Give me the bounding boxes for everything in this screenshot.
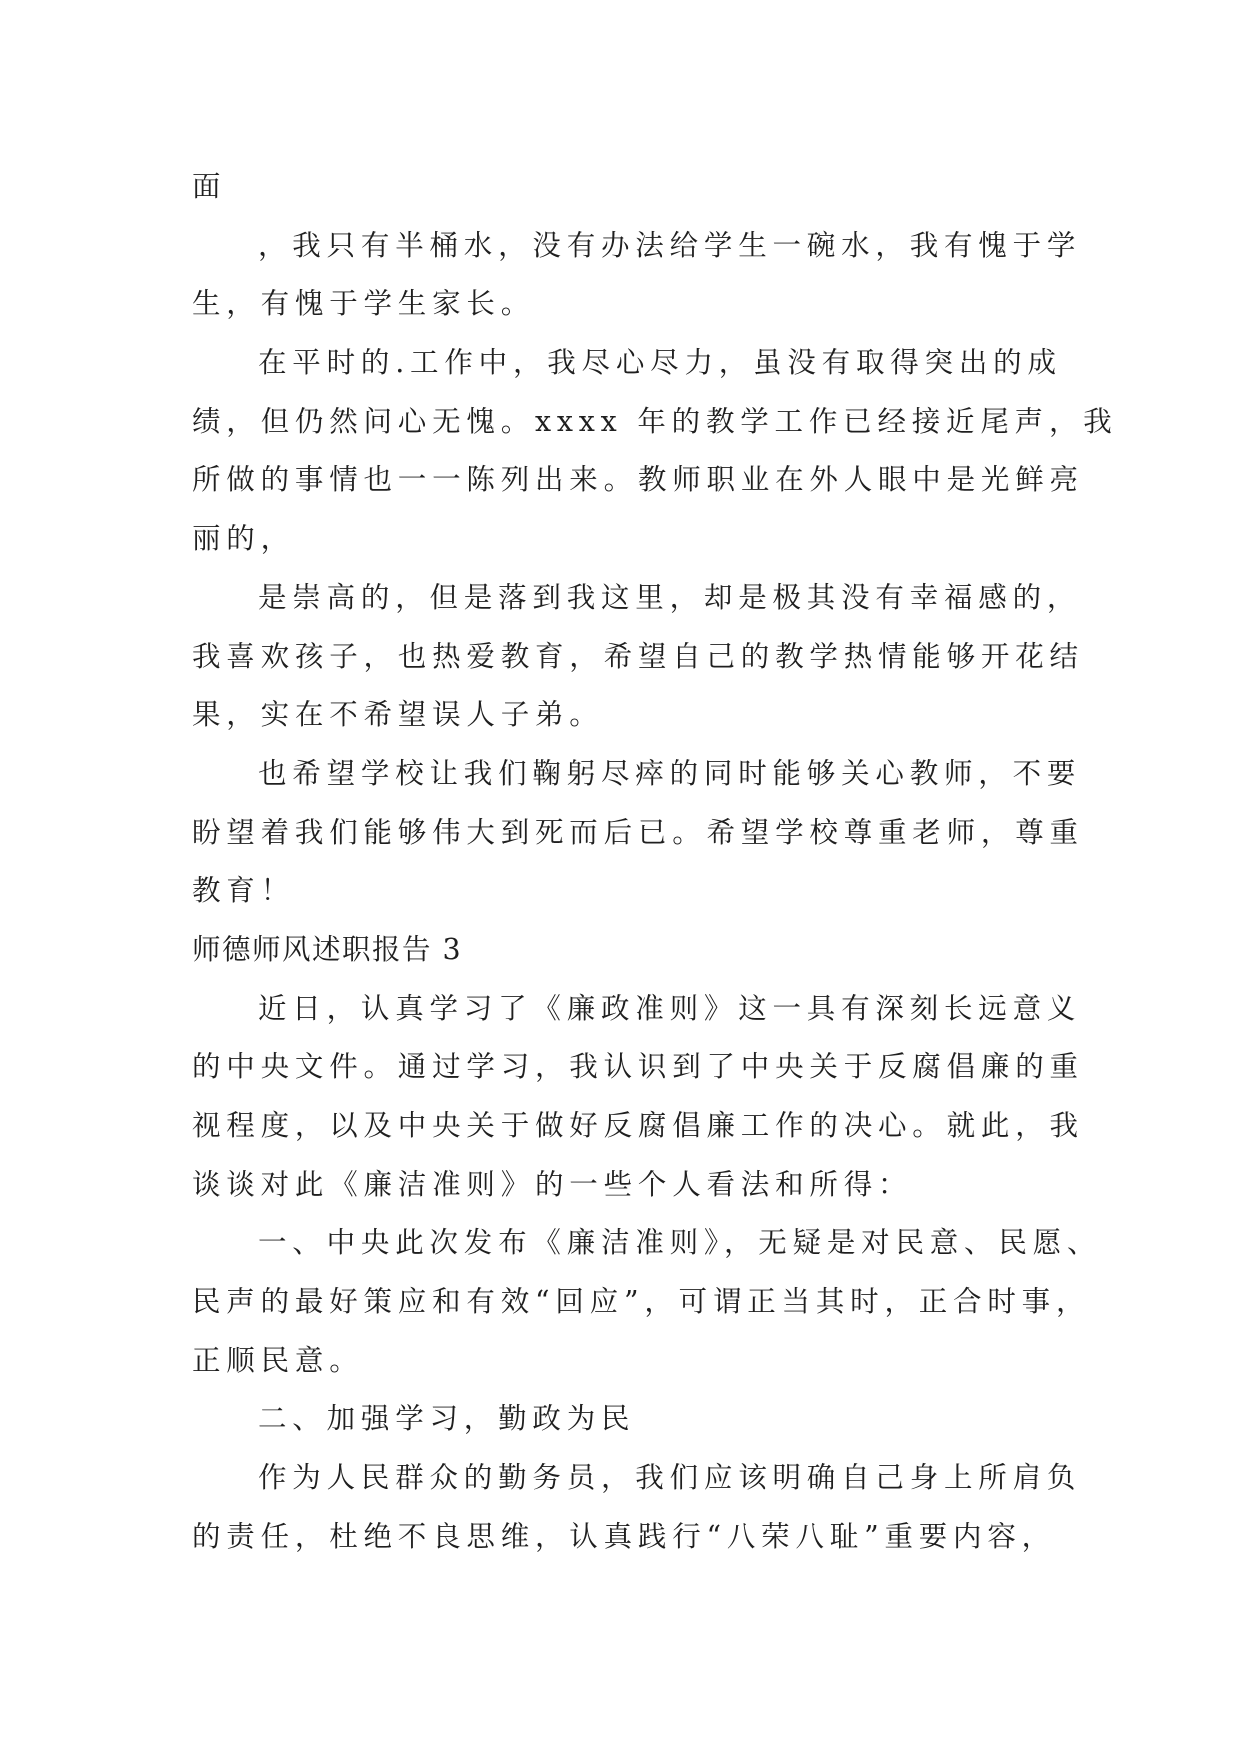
text-line: 近日，认真学习了《廉政准则》这一具有深刻长远意义 [258, 991, 1082, 1025]
text-line: 视程度，以及中央关于做好反腐倡廉工作的决心。就此，我 [192, 1109, 1084, 1142]
text-line: 丽的， [192, 522, 295, 556]
text-line: 我喜欢孩子，也热爱教育，希望自己的教学热情能够开花结 [192, 639, 1084, 673]
text-line: 绩，但仍然问心无愧。xxxx 年的教学工作已经接近尾声，我 [192, 404, 1118, 438]
text-line: 果，实在不希望误人子弟。 [192, 698, 604, 732]
text-line: 盼望着我们能够伟大到死而后已。希望学校尊重老师，尊重 [192, 815, 1084, 849]
text-line: 生，有愧于学生家长。 [192, 287, 536, 321]
text-line: 也希望学校让我们鞠躬尽瘁的同时能够关心教师，不要 [258, 756, 1082, 790]
text-line: 教育！ [192, 874, 295, 908]
text-line: 民声的最好策应和有效“回应”，可谓正当其时，正合时事， [192, 1285, 1091, 1319]
text-line: 一、中央此次发布《廉洁准则》，无疑是对民意、民愿、 [258, 1226, 1102, 1260]
text-line: 所做的事情也一一陈列出来。教师职业在外人眼中是光鲜亮 [192, 463, 1084, 497]
document-body [192, 158, 1118, 1567]
text-line: 是崇高的，但是落到我这里，却是极其没有幸福感的， [258, 580, 1082, 614]
text-line: 的责任，杜绝不良思维，认真践行“八荣八耻”重要内容， [192, 1519, 1056, 1553]
text-line: 的中央文件。通过学习，我认识到了中央关于反腐倡廉的重 [192, 1050, 1084, 1084]
text-line: ，我只有半桶水，没有办法给学生一碗水，我有愧于学 [258, 228, 1082, 262]
text-line: 在平时的.工作中，我尽心尽力，虽没有取得突出的成 [258, 346, 1062, 380]
text-line: 正顺民意。 [192, 1343, 364, 1377]
text-line: 二、加强学习，勤政为民 [258, 1402, 636, 1436]
text-line: 作为人民群众的勤务员，我们应该明确自己身上所肩负 [258, 1461, 1082, 1495]
section-heading: 师德师风述职报告 3 [192, 932, 463, 966]
text-line: 谈谈对此《廉洁准则》的一些个人看法和所得： [192, 1167, 913, 1201]
text-line: 面 [192, 170, 227, 203]
